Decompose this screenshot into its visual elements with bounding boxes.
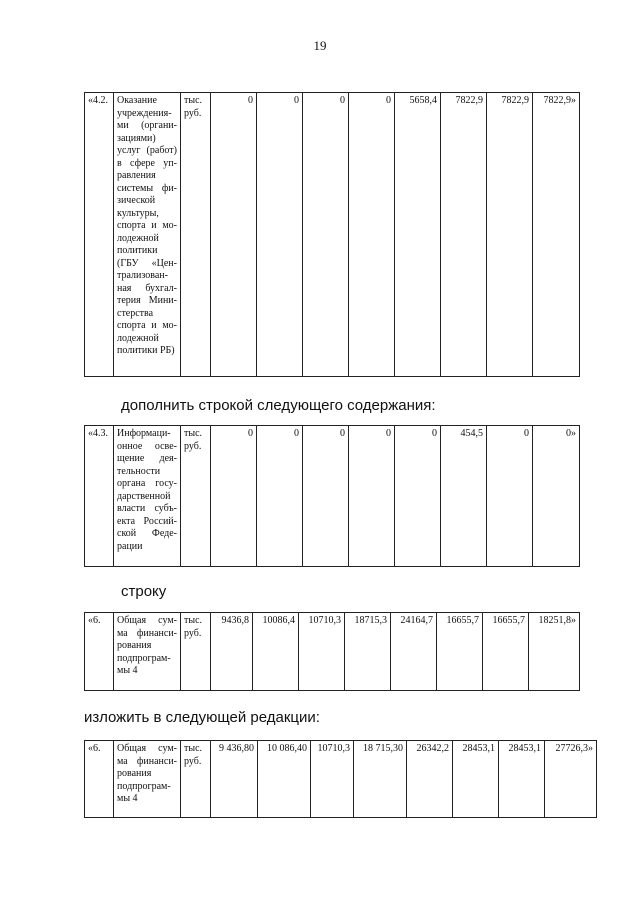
value-cell: 5658,4: [395, 93, 441, 377]
row-code: «6.: [85, 613, 114, 691]
budget-table-row-4-3: [84, 425, 580, 567]
value-cell: 10710,3: [311, 741, 354, 818]
value-cell: 0»: [533, 426, 580, 567]
row-unit: тыс. руб.: [181, 426, 211, 567]
value-cell: 0: [211, 426, 257, 567]
table-row: [85, 93, 580, 377]
row-unit: тыс. руб.: [181, 93, 211, 377]
value-cell: 10 086,40: [258, 741, 311, 818]
instruction-row: строку: [121, 583, 167, 600]
row-description: Информаци-онное осве-щение дея-тельности органа госу-дарственной власти субъ-екта Россий-ской Феде-рации: [114, 426, 181, 567]
value-cell: 0: [257, 93, 303, 377]
value-cell: 18251,8»: [529, 613, 580, 691]
value-cell: 16655,7: [437, 613, 483, 691]
budget-table-row-6-new: [84, 740, 597, 818]
value-cell: 0: [303, 93, 349, 377]
value-cell: 0: [487, 426, 533, 567]
table-row: [85, 741, 597, 818]
value-cell: 0: [395, 426, 441, 567]
value-cell: 28453,1: [453, 741, 499, 818]
value-cell: 9436,8: [211, 613, 253, 691]
page-number: 19: [313, 38, 327, 53]
value-cell: 26342,2: [407, 741, 453, 818]
row-description: Общая сум-ма финанси-рования подпрограм-мы 4: [114, 613, 181, 691]
value-cell: 18 715,30: [354, 741, 407, 818]
instruction-add-row: дополнить строкой следующего содержания:: [121, 397, 436, 414]
budget-table-row-4-2: [84, 92, 580, 377]
value-cell: 10710,3: [299, 613, 345, 691]
value-cell: 18715,3: [345, 613, 391, 691]
value-cell: 24164,7: [391, 613, 437, 691]
row-description: Оказание учреждения-ми (органи-зациями) услуг (работ) в сфере уп-равления системы фи-зической культуры, спорта и мо-лодежной политики (ГБУ «Цен-трализован-ная бухгал-терия Мини-стерства спорта и мо-лодежной политики РБ): [114, 93, 181, 377]
value-cell: 7822,9: [487, 93, 533, 377]
row-code: «4.3.: [85, 426, 114, 567]
value-cell: 9 436,80: [211, 741, 258, 818]
row-unit: тыс. руб.: [181, 613, 211, 691]
value-cell: 0: [257, 426, 303, 567]
budget-table-row-6-old: [84, 612, 580, 691]
table-row: [85, 613, 580, 691]
value-cell: 0: [349, 93, 395, 377]
value-cell: 10086,4: [253, 613, 299, 691]
value-cell: 454,5: [441, 426, 487, 567]
value-cell: 16655,7: [483, 613, 529, 691]
row-unit: тыс. руб.: [181, 741, 211, 818]
value-cell: 7822,9»: [533, 93, 580, 377]
table-row: [85, 426, 580, 567]
row-description: Общая сум-ма финанси-рования подпрограм-мы 4: [114, 741, 181, 818]
value-cell: 7822,9: [441, 93, 487, 377]
value-cell: 0: [303, 426, 349, 567]
value-cell: 0: [211, 93, 257, 377]
row-code: «6.: [85, 741, 114, 818]
value-cell: 28453,1: [499, 741, 545, 818]
row-code: «4.2.: [85, 93, 114, 377]
instruction-restate: изложить в следующей редакции:: [84, 709, 320, 726]
value-cell: 0: [349, 426, 395, 567]
value-cell: 27726,3»: [545, 741, 597, 818]
